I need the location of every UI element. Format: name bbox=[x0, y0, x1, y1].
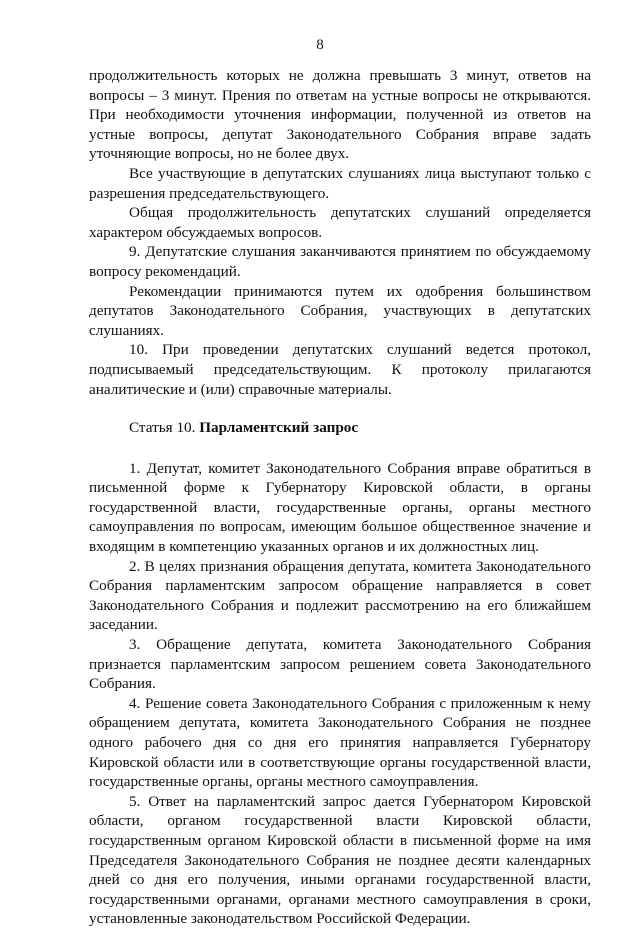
paragraph-duration: Общая продолжительность депутатских слушаний определяется характером обсуждаемых вопросов. bbox=[89, 204, 591, 241]
paragraph-item-9: 9. Депутатские слушания заканчиваются принятием по обсуждаемому вопросу рекомендаций. bbox=[89, 243, 591, 280]
paragraph-continuation: продолжительность которых не должна превышать 3 минут, ответов на вопросы – 3 минут. Прения по ответам на устные вопросы не открываются. При необходимости уточнения информации, полученной из ответов на устные вопросы, депутат Законодательного Собрания вправе задать уточняющие вопросы, но не более двух. bbox=[89, 67, 591, 163]
paragraph-recommendations: Рекомендации принимаются путем их одобрения большинством депутатов Законодательного Собрания, участвующих в депутатских слушаниях. bbox=[89, 282, 591, 339]
article-item-3: 3. Обращение депутата, комитета Законодательного Собрания признается парламентским запросом решением совета Законодательного Собрания. bbox=[89, 636, 591, 693]
paragraph-participants: Все участвующие в депутатских слушаниях лица выступают только с разрешения председательствующего. bbox=[89, 164, 591, 202]
article-heading bbox=[89, 418, 591, 438]
page-number: 8 bbox=[316, 37, 324, 53]
article-item-4: 4. Решение совета Законодательного Собрания с приложенным к нему обращением депутата, комитета Законодательного Собрания не позднее одного рабочего дня со дня его принятия направляется Губернатору Кировской области или в соответствующие органы государственной власти, государственные органы, органы местного самоуправления. bbox=[89, 694, 591, 791]
article-item-5: 5. Ответ на парламентский запрос дается Губернатором Кировской области, органом государственной власти Кировской области, государственным органом Кировской области в письменной форме на имя Председателя Законодательного Собрания не позднее десяти календарных дней со дня его получения, иными органами государственной власти, государственными органами, органами местного самоуправления в сроки, установленные законодательством Российской Федерации. bbox=[89, 792, 591, 928]
paragraph-item-10: 10. При проведении депутатских слушаний ведется протокол, подписываемый председательствующим. К протоколу прилагаются аналитические и (или) справочные материалы. bbox=[89, 341, 591, 398]
article-title: Парламентский запрос bbox=[199, 419, 359, 437]
document-body bbox=[89, 66, 591, 929]
article-item-2: 2. В целях признания обращения депутата, комитета Законодательного Собрания парламентским запросом обращение направляется в совет Законодательного Собрания и подлежит рассмотрению на его ближайшем заседании. bbox=[89, 557, 591, 634]
article-item-1: 1. Депутат, комитет Законодательного Собрания вправе обратиться в письменной форме к Губернатору Кировской области, в органы государственной власти, государственные органы, органы местного самоуправления по вопросам, имеющим большое общественное значение и входящим в компетенцию указанных органов и их должностных лиц. bbox=[89, 459, 591, 556]
article-prefix: Статья 10. bbox=[129, 419, 196, 437]
